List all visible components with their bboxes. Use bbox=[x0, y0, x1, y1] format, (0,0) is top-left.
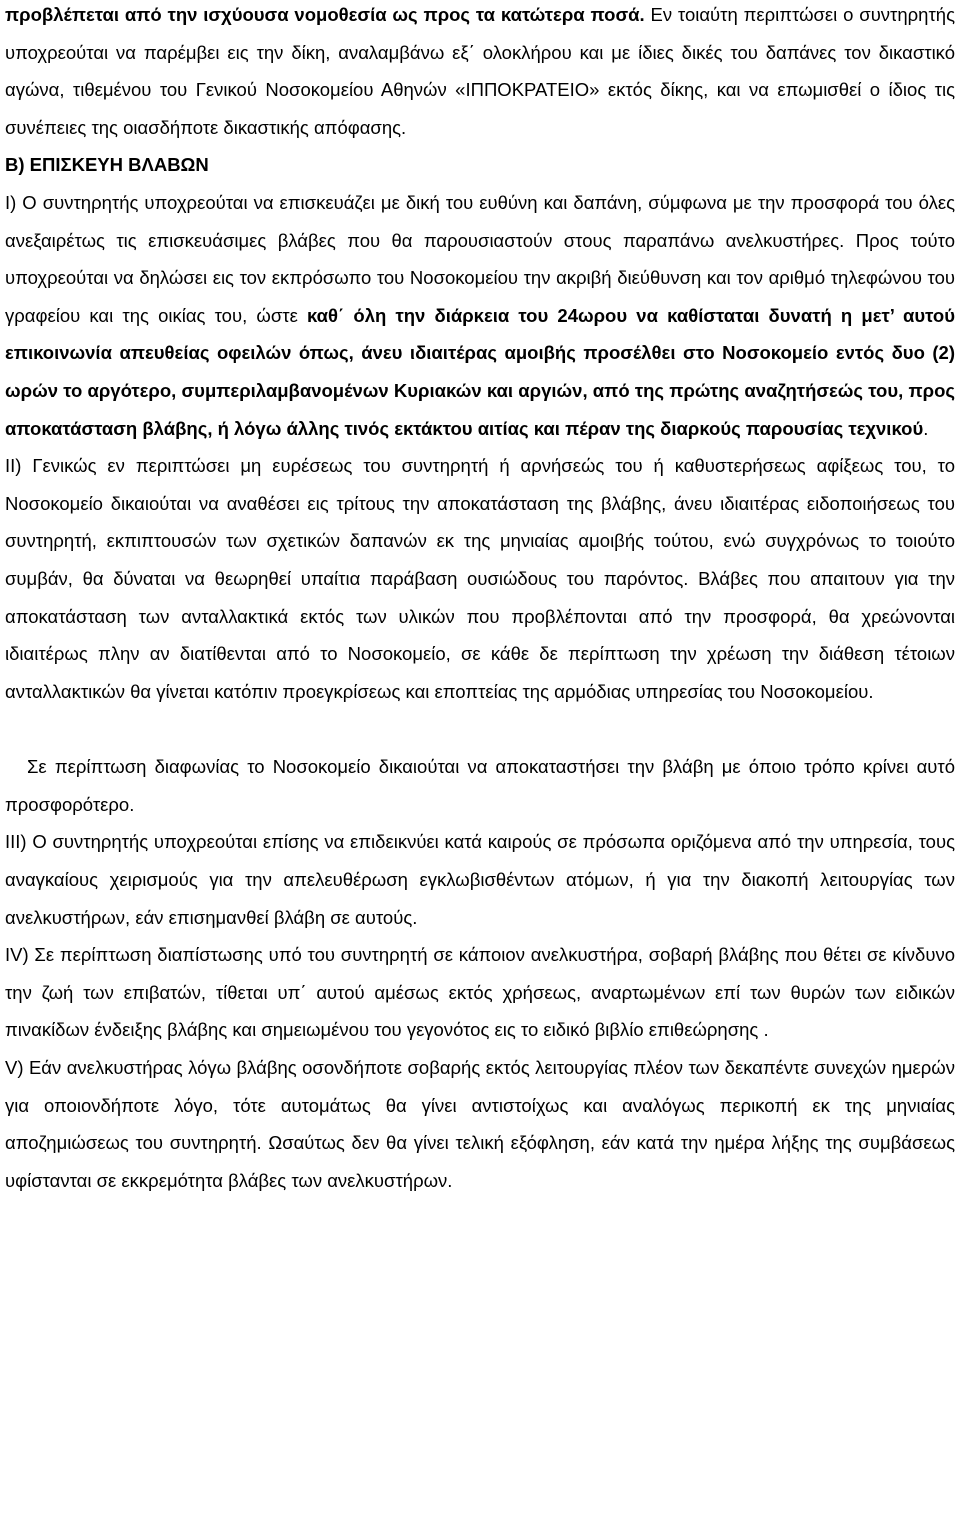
paragraph-i bbox=[5, 184, 955, 447]
intro-text: Εν τοιαύτη περιπτώσει ο συντηρητής υποχρεούται να παρέμβει εις την δίκη, αναλαμβάνω εξ΄ ολοκλήρου και με ίδιες δικές του δαπάνες τον δικαστικό αγώνα, τιθεμένου του Γενικού Νοσοκομείου Αθηνών «ΙΠΠΟΚΡΑΤΕΙΟ» εκτός δίκης, και να επωμισθεί ο ίδιος τις συνέπειες της οιασδήποτε δικαστικής απόφασης. bbox=[5, 4, 955, 138]
paragraph-v: V) Εάν ανελκυστήρας λόγω βλάβης οσονδήποτε σοβαρής εκτός λειτουργίας πλέον των δεκαπέντε συνεχών ημερών για οποιονδήποτε λόγο, τότε αυτομάτως θα γίνει αντιστοίχως και αναλόγως περικοπή εκ της μηνιαίας αποζημιώσεως του συντηρητή. Ωσαύτως δεν θα γίνει τελική εξόφληση, εάν κατά την ημέρα λήξης της συμβάσεως υφίστανται σε εκκρεμότητα βλάβες των ανελκυστήρων. bbox=[5, 1057, 955, 1191]
paragraph-i-text: Ι) Ο συντηρητής υποχρεούται να επισκευάζει με δική του ευθύνη και δαπάνη, σύμφωνα με την προσφορά του όλες ανεξαιρέτως τις επισκευάσιμες βλάβες που θα παρουσιαστούν στους παραπάνω ανελκυστήρες. Προς τούτο υποχρεούται να δηλώσει εις τον εκπρόσωπο του Νοσοκομείου την ακριβή διεύθυνση και τον αριθμό τηλεφώνου του γραφείου και της οικίας του, ώστε bbox=[5, 191, 955, 326]
paragraph-i-bold: καθ΄ όλη την διάρκεια του 24ωρου να καθίσταται δυνατή η μετ’ αυτού επικοινωνία απευθείας οφειλών όπως, άνευ ιδιαιτέρας αμοιβής προσέλθει στο Νοσοκομείο εντός δυο (2) ωρών το αργότερο, συμπεριλαμβανομένων Κυριακών και αργιών, από της πρώτης αναζητήσεώς του, προς αποκατάσταση βλάβης, ή λόγω άλλης τινός εκτάκτου αιτίας και πέραν της διαρκούς παρουσίας τεχνικού bbox=[5, 304, 955, 439]
paragraph-ii: ΙΙ) Γενικώς εν περιπτώσει μη ευρέσεως του συντηρητή ή αρνήσεώς του ή καθυστερήσεως αφίξεως του, το Νοσοκομείο δικαιούται να αναθέσει εις τρίτους την αποκατάσταση της βλάβης, άνευ ιδιαιτέρας ειδοποιήσεως του συντηρητή, εκπιπτουσών των σχετικών δαπανών εκ της μηνιαίας αμοιβής τούτου, ενώ συγχρόνως το τοιούτο συμβάν, θα δύναται να θεωρηθεί υπαίτια παράβαση ουσιώδους του παρόντος. Βλάβες που απαιτουν για την αποκατάσταση των ανταλλακτικά εκτός των υλικών που προβλέπονται από την προσφορά, θα χρεώνονται ιδιαιτέρως πλην αν διατίθενται από το Νοσοκομείο, σε κάθε δε περίπτωση την χρέωση την διάθεση τέτοιων ανταλλακτικών θα γίνεται κατόπιν προεγκρίσεως και εποπτείας της αρμόδιας υπηρεσίας του Νοσοκομείου. bbox=[5, 455, 955, 702]
paragraph-i-end: . bbox=[923, 417, 929, 439]
intro-paragraph bbox=[5, 0, 955, 146]
section-b-heading: Β) ΕΠΙΣΚΕΥΗ ΒΛΑΒΩΝ bbox=[5, 154, 209, 176]
document-page bbox=[5, 0, 955, 1199]
paragraph-disagreement: Σε περίπτωση διαφωνίας το Νοσοκομείο δικαιούται να αποκαταστήσει την βλάβη με όποιο τρόπο κρίνει αυτό προσφορότερο. bbox=[5, 756, 955, 815]
paragraph-iv: ΙV) Σε περίπτωση διαπίστωσης υπό του συντηρητή σε κάποιον ανελκυστήρα, σοβαρή βλάβης που θέτει σε κίνδυνο την ζωή των επιβατών, τίθεται υπ΄ αυτού αμέσως εκτός χρήσεως, αναρτωμένων επί των θυρών των ειδικών πινακίδων ένδειξης βλάβης και σημειωμένου του γεγονότος εις το ειδικό βιβλίο επιθεώρησης . bbox=[5, 944, 955, 1041]
paragraph-gap bbox=[5, 710, 955, 748]
paragraph-iii: ΙΙΙ) Ο συντηρητής υποχρεούται επίσης να επιδεικνύει κατά καιρούς σε πρόσωπα οριζόμενα από την υπηρεσία, τους αναγκαίους χειρισμούς για την απελευθέρωση εγκλωβισθέντων ατόμων, ή για την διακοπή λειτουργίας των ανελκυστήρων, εάν επισημανθεί βλάβη σε αυτούς. bbox=[5, 831, 955, 928]
intro-bold-lead: προβλέπεται από την ισχύουσα νομοθεσία ως προς τα κατώτερα ποσά. bbox=[5, 4, 645, 25]
